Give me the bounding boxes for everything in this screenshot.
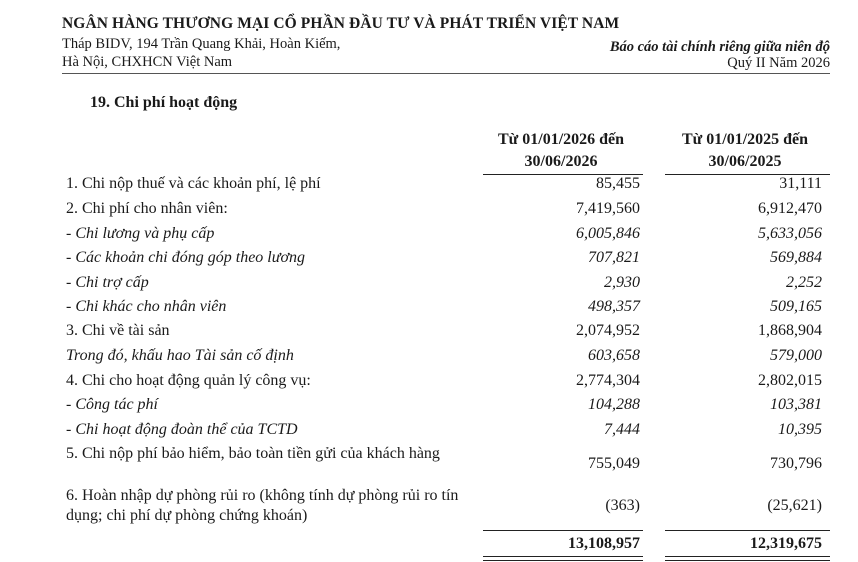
report-period: Quý II Năm 2026 (727, 55, 830, 71)
row-value-prior: 579,000 (770, 347, 822, 364)
row-value-prior: 10,395 (778, 421, 822, 438)
address-line-2: Hà Nội, CHXHCN Việt Nam (62, 54, 233, 70)
row-label: 6. Hoàn nhập dự phòng rủi ro (không tính dự phòng rủi ro tín dụng; chi phí dự phòng chứng khoán) (66, 487, 459, 524)
column-header-current-line2: 30/06/2026 (524, 153, 598, 170)
row-value-current: 2,774,304 (576, 372, 640, 389)
row-value-prior: 6,912,470 (758, 200, 822, 217)
row-label: - Chi lương và phụ cấp (66, 225, 215, 242)
row-value-current: 2,074,952 (576, 322, 640, 339)
row-value-current: (363) (605, 497, 640, 514)
row-label: 5. Chi nộp phí bảo hiểm, bảo toàn tiền gửi của khách hàng (66, 445, 440, 462)
row-label: 1. Chi nộp thuế và các khoản phí, lệ phí (66, 175, 321, 192)
row-value-current: 2,930 (604, 274, 640, 291)
address-line-1: Tháp BIDV, 194 Trần Quang Khải, Hoàn Kiếm, (62, 36, 341, 52)
row-value-current: 498,357 (588, 298, 640, 315)
column-header-current (476, 129, 646, 173)
row-value-current: 603,658 (588, 347, 640, 364)
row-value-prior: 2,252 (786, 274, 822, 291)
row-value-current: 6,005,846 (576, 225, 640, 242)
row-value-current: 7,444 (604, 421, 640, 438)
row-value-prior: 103,381 (770, 396, 822, 413)
column-header-prior-line2: 30/06/2025 (708, 153, 782, 170)
row-label: - Chi trợ cấp (66, 274, 149, 291)
total-double-rule-prior (665, 556, 830, 561)
row-value-current: 104,288 (588, 396, 640, 413)
row-value-prior: 2,802,015 (758, 372, 822, 389)
row-label: - Công tác phí (66, 396, 158, 413)
total-value-current: 13,108,957 (568, 535, 640, 552)
row-value-prior: 569,884 (770, 249, 822, 266)
row-label: Trong đó, khấu hao Tài sản cố định (66, 347, 294, 364)
row-label: - Chi khác cho nhân viên (66, 298, 227, 315)
row-label: 2. Chi phí cho nhân viên: (66, 200, 228, 217)
row-value-current: 7,419,560 (576, 200, 640, 217)
column-header-prior-line1: Từ 01/01/2025 đến (681, 131, 809, 148)
row-value-current: 707,821 (588, 249, 640, 266)
row-label: 3. Chi về tài sản (66, 322, 170, 339)
row-value-prior: 5,633,056 (758, 225, 822, 242)
row-label: 4. Chi cho hoạt động quản lý công vụ: (66, 372, 311, 389)
row-value-prior: 1,868,904 (758, 322, 822, 339)
total-value-prior: 12,319,675 (750, 535, 822, 552)
bank-name: NGÂN HÀNG THƯƠNG MẠI CỔ PHẦN ĐẦU TƯ VÀ PHÁT TRIỂN VIỆT NAM (62, 15, 620, 32)
total-double-rule-current (483, 556, 643, 561)
row-value-prior: 730,796 (770, 455, 822, 472)
row-value-prior: 31,111 (779, 175, 822, 192)
row-value-prior: 509,165 (770, 298, 822, 315)
section-title: 19. Chi phí hoạt động (90, 94, 238, 111)
report-title: Báo cáo tài chính riêng giữa niên độ (609, 39, 830, 55)
row-value-current: 85,455 (596, 175, 640, 192)
row-label: - Các khoản chi đóng góp theo lương (66, 249, 306, 266)
total-rule-current (483, 530, 643, 531)
total-rule-prior (665, 530, 830, 531)
row-label: - Chi hoạt động đoàn thể của TCTD (66, 421, 298, 438)
column-header-prior (660, 129, 830, 173)
header-divider (62, 73, 830, 74)
row-value-prior: (25,621) (767, 497, 822, 514)
row-value-current: 755,049 (588, 455, 640, 472)
column-header-current-line1: Từ 01/01/2026 đến (497, 131, 625, 148)
